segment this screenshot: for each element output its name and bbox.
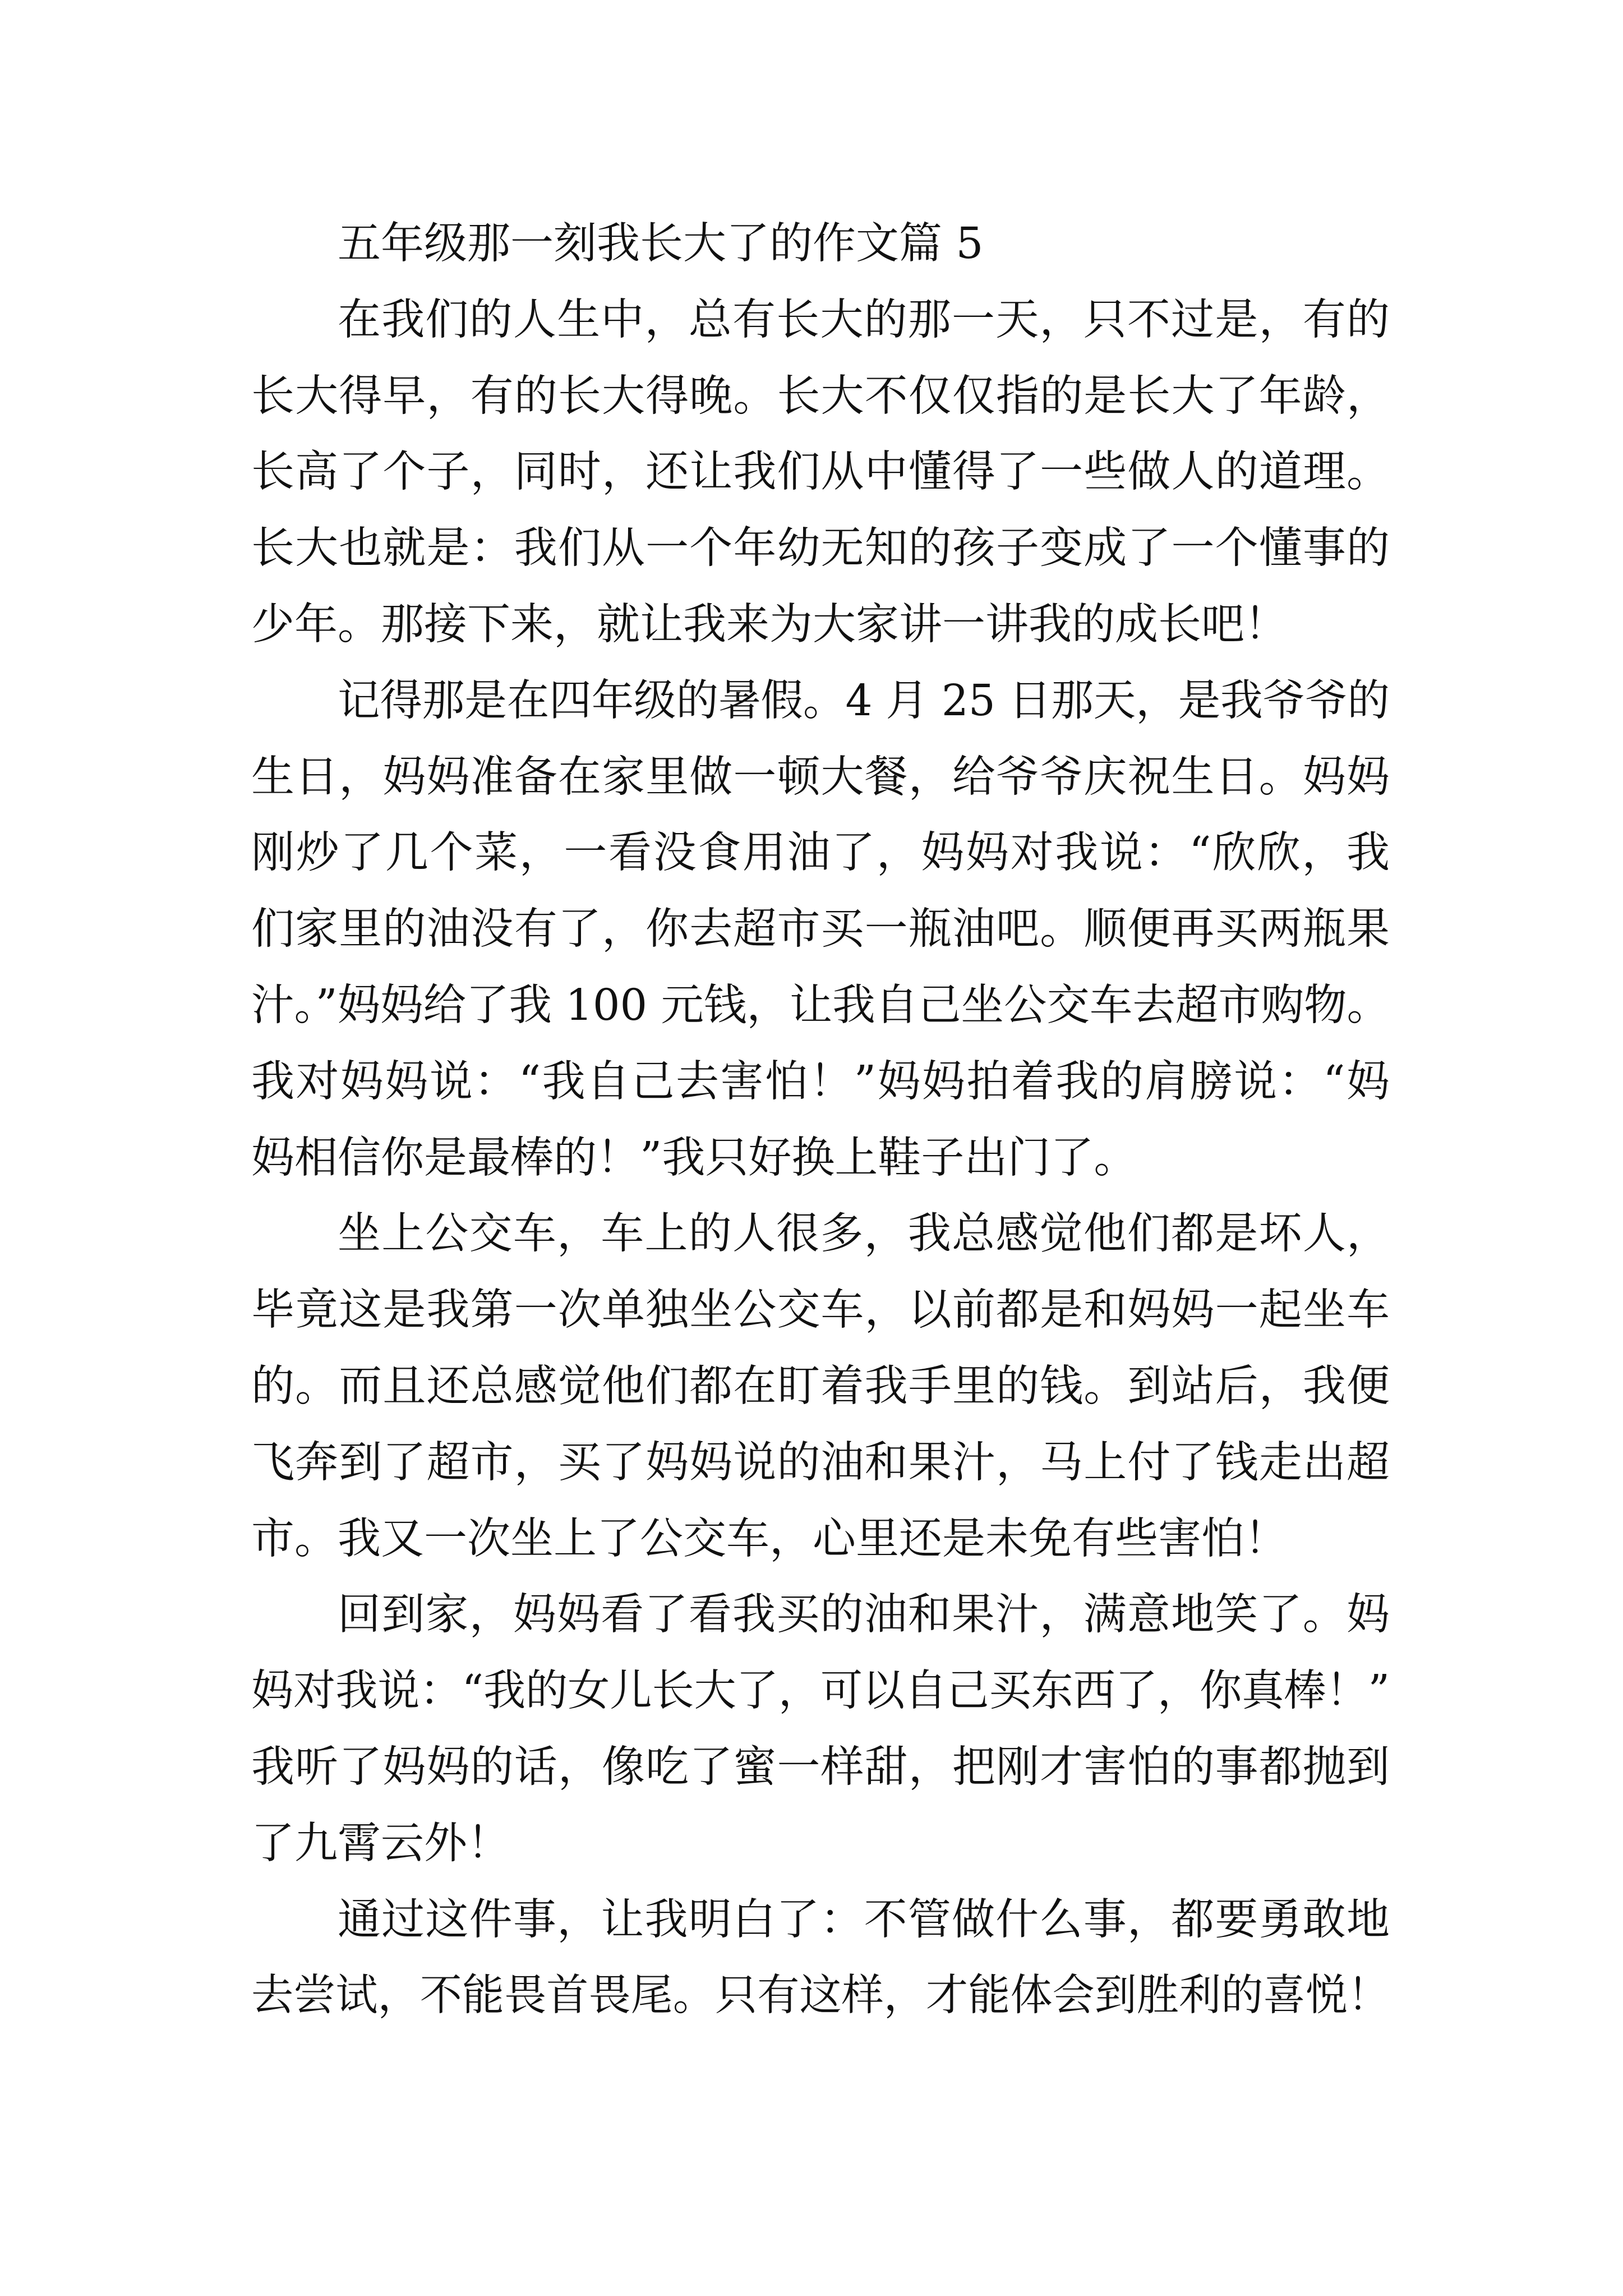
text-line	[251, 1196, 1390, 1272]
text-line	[251, 739, 1390, 816]
line-text: 妈对我说：“我的女儿长大了，可以自己买东西了，你真棒！”	[251, 1666, 1390, 1717]
text-line	[251, 1044, 1390, 1120]
paragraph	[251, 663, 1390, 1197]
text-line	[251, 663, 1390, 739]
text-line	[251, 1425, 1390, 1501]
line-text: 坐上公交车，车上的人很多，我总感觉他们都是坏人，	[338, 1209, 1391, 1259]
text-line	[251, 358, 1390, 435]
text-line	[251, 1958, 1390, 2034]
text-line	[251, 1120, 1390, 1197]
line-text: 长高了个子，同时，还让我们从中懂得了一些做人的道理。	[251, 447, 1391, 498]
line-text: 我对妈妈说：“我自己去害怕！”妈妈拍着我的肩膀说：“妈	[251, 1056, 1391, 1107]
paragraph	[251, 282, 1390, 663]
line-text: 妈相信你是最棒的！”我只好换上鞋子出门了。	[251, 1133, 1137, 1183]
paragraph	[251, 1882, 1390, 2035]
text-line	[251, 1729, 1390, 1806]
line-text: 了九霄云外！	[251, 1818, 510, 1869]
text-line	[251, 587, 1390, 663]
text-line	[251, 282, 1390, 358]
line-text: 们家里的油没有了，你去超市买一瓶油吧。顺便再买两瓶果	[251, 904, 1391, 955]
document-body	[251, 206, 1390, 2034]
paragraph	[251, 1196, 1390, 1577]
line-text: 我听了妈妈的话，像吃了蜜一样甜，把刚才害怕的事都抛到	[251, 1742, 1391, 1792]
line-text: 长大得早，有的长大得晚。长大不仅仅指的是长大了年龄，	[251, 371, 1391, 421]
text-line	[251, 510, 1390, 587]
line-text: 少年。那接下来，就让我来为大家讲一讲我的成长吧！	[251, 599, 1288, 650]
line-text: 生日，妈妈准备在家里做一顿大餐，给爷爷庆祝生日。妈妈	[251, 752, 1391, 802]
text-line	[251, 891, 1390, 968]
line-text: 记得那是在四年级的暑假。4 月 25 日那天，是我爷爷的	[338, 675, 1390, 726]
paragraph	[251, 1577, 1390, 1881]
text-line	[251, 1882, 1390, 1958]
line-text: 刚炒了几个菜，一看没食用油了，妈妈对我说：“欣欣，我	[251, 828, 1391, 878]
document-title	[251, 206, 1390, 282]
text-line	[251, 1272, 1390, 1349]
line-text: 的。而且还总感觉他们都在盯着我手里的钱。到站后，我便	[251, 1361, 1391, 1411]
text-line	[251, 1806, 1390, 1882]
text-line	[251, 1501, 1390, 1577]
title-text: 五年级那一刻我长大了的作文篇 5	[338, 219, 984, 269]
text-line	[251, 815, 1390, 891]
line-text: 长大也就是：我们从一个年幼无知的孩子变成了一个懂事的	[251, 523, 1391, 574]
line-text: 在我们的人生中，总有长大的那一天，只不过是，有的	[338, 295, 1391, 345]
line-text: 去尝试，不能畏首畏尾。只有这样，才能体会到胜利的喜悦！	[251, 1971, 1390, 2021]
text-line	[251, 1349, 1390, 1425]
text-line	[251, 968, 1390, 1044]
line-text: 通过这件事，让我明白了：不管做什么事，都要勇敢地	[338, 1894, 1391, 1945]
text-line	[251, 1577, 1390, 1653]
text-line	[251, 1653, 1390, 1729]
text-line	[251, 434, 1390, 510]
line-text: 汁。”妈妈给了我 100 元钱，让我自己坐公交车去超市购物。	[251, 980, 1390, 1030]
line-text: 回到家，妈妈看了看我买的油和果汁，满意地笑了。妈	[338, 1590, 1391, 1640]
line-text: 飞奔到了超市，买了妈妈说的油和果汁，马上付了钱走出超	[251, 1437, 1391, 1488]
line-text: 市。我又一次坐上了公交车，心里还是未免有些害怕！	[251, 1513, 1288, 1564]
line-text: 毕竟这是我第一次单独坐公交车，以前都是和妈妈一起坐车	[251, 1285, 1391, 1336]
